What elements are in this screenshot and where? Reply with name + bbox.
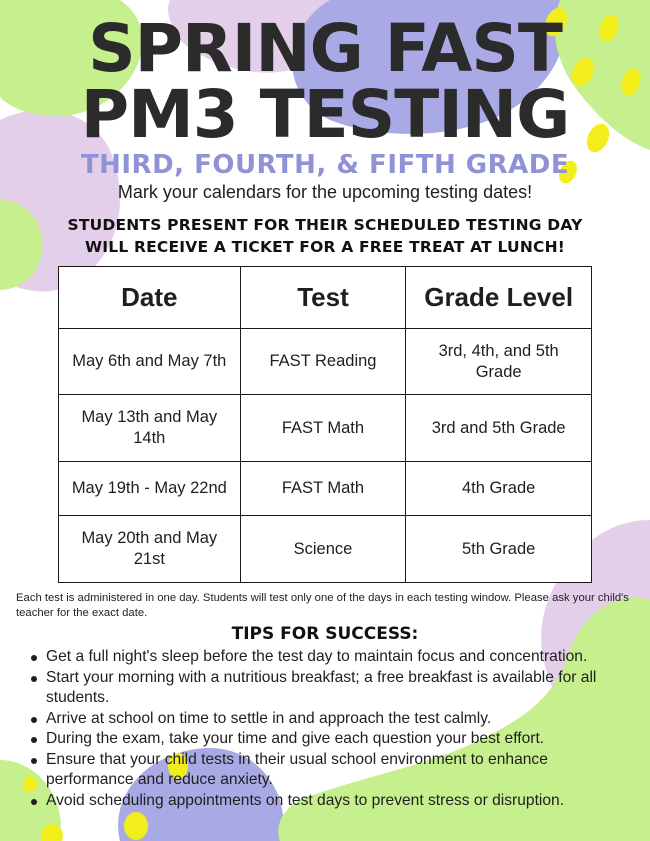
tip-text: During the exam, take your time and give each question your best effort. — [46, 730, 545, 747]
cell-grade: 3rd, 4th, and 5th Grade — [406, 329, 592, 395]
list-item — [28, 647, 638, 668]
header-date: Date — [59, 267, 241, 329]
cell-grade: 4th Grade — [406, 462, 592, 516]
testing-schedule-table — [58, 266, 592, 583]
cell-test: FAST Reading — [240, 329, 406, 395]
tagline: Mark your calendars for the upcoming testing dates! — [117, 182, 533, 202]
tip-text: Get a full night's sleep before the test day to maintain focus and concentration. — [46, 648, 588, 665]
cell-test: Science — [240, 516, 406, 583]
bullet-icon — [31, 717, 37, 723]
tip-text: Avoid scheduling appointments on test days to prevent stress or disruption. — [46, 791, 565, 809]
bullet-icon — [31, 737, 37, 743]
table-header-row — [59, 267, 592, 329]
bullet-icon — [31, 676, 37, 682]
tip-text: Start your morning with a nutritious breakfast; a free breakfast is available for all students. — [46, 668, 597, 706]
title-line-1: SPRING FAST — [88, 10, 562, 87]
notice-line-2: WILL RECEIVE A TICKET FOR A FREE TREAT AT LUNCH! — [84, 238, 566, 256]
cell-date: May 20th and May 21st — [59, 516, 241, 583]
tip-text: Ensure that your child tests in their usual school environment to enhance performance and reduce anxiety. — [46, 750, 548, 788]
table-row — [59, 462, 592, 516]
cell-date: May 6th and May 7th — [59, 329, 241, 395]
title-line-2: PM3 TESTING — [80, 76, 570, 153]
grade-subtitle: THIRD, FOURTH, & FIFTH GRADE — [80, 150, 570, 180]
bullet-icon — [31, 799, 37, 805]
cell-date: May 13th and May 14th — [59, 395, 241, 462]
list-item — [28, 668, 638, 709]
cell-test: FAST Math — [240, 395, 406, 462]
header-grade-level: Grade Level — [406, 267, 592, 329]
footnote: Each test is administered in one day. Students will test only one of the days in each testing window. Please ask your child's teacher for the exact date. — [16, 592, 629, 619]
cell-test: FAST Math — [240, 462, 406, 516]
list-item — [28, 709, 638, 730]
table-row — [59, 329, 592, 395]
tips-heading: TIPS FOR SUCCESS: — [231, 624, 419, 644]
header-test: Test — [240, 267, 406, 329]
tip-text: Arrive at school on time to settle in and approach the test calmly. — [46, 709, 492, 727]
cell-grade: 5th Grade — [406, 516, 592, 583]
cell-date: May 19th - May 22nd — [59, 462, 241, 516]
bullet-icon — [31, 758, 37, 764]
list-item — [28, 729, 638, 750]
cell-grade: 3rd and 5th Grade — [406, 395, 592, 462]
table-row — [59, 395, 592, 462]
list-item — [28, 750, 638, 791]
tips-list — [28, 647, 638, 811]
notice-line-1: STUDENTS PRESENT FOR THEIR SCHEDULED TESTING DAY — [67, 216, 583, 234]
bullet-icon — [31, 655, 37, 661]
list-item — [28, 791, 638, 812]
table-row — [59, 516, 592, 583]
